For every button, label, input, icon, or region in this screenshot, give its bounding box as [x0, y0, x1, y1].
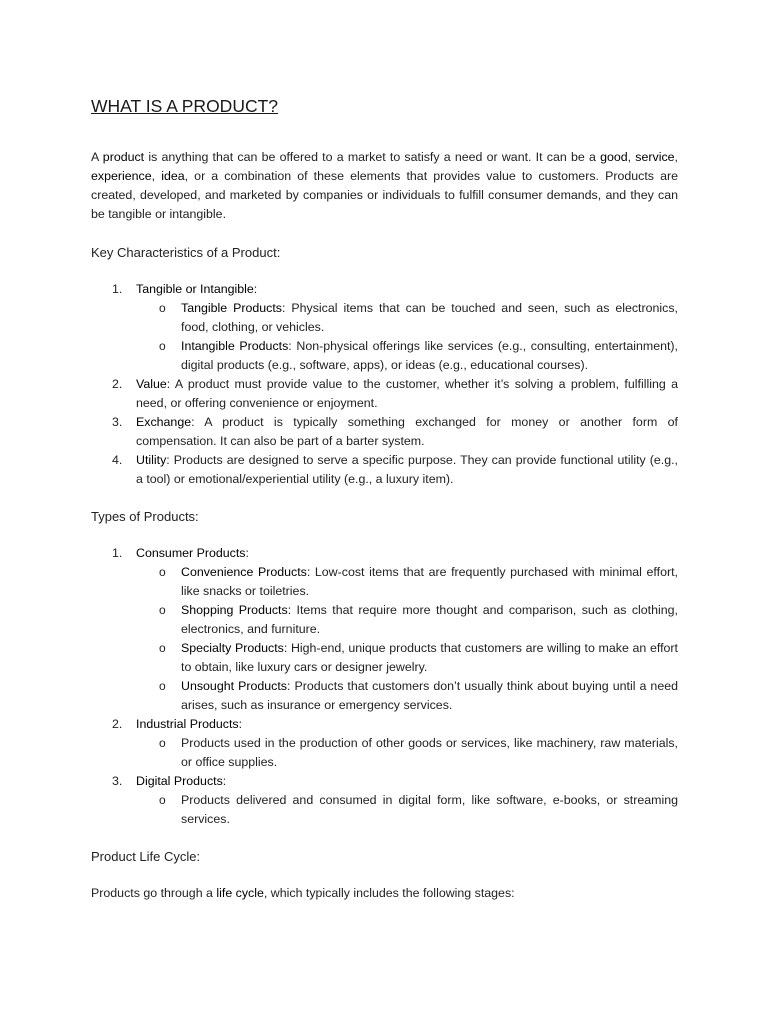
list-text: : A product must provide value to the customer, whether it’s solving a problem, fulfilling a need, or offering convenience or enjoyment.	[136, 377, 678, 410]
lifecycle-text: , which typically includes the following stages:	[263, 886, 515, 900]
section-heading-lifecycle: Product Life Cycle:	[91, 849, 201, 864]
list-number: 1.	[112, 546, 123, 560]
list-text: : A product is typically something exchanged for money or another form of compensation. It can also be part of a barter system.	[136, 415, 678, 448]
list-text: :	[222, 774, 227, 788]
list-term: Utility	[136, 453, 167, 467]
sub-list-item	[159, 299, 678, 337]
list-item	[112, 544, 678, 715]
page-title: WHAT IS A PRODUCT?	[91, 96, 279, 116]
list-text: :	[245, 546, 249, 560]
intro-text: ,	[151, 169, 162, 183]
sub-text: : Low-cost items that are frequently purchased with minimal effort, like snacks or toiletries.	[181, 565, 678, 598]
list-text: : Products are designed to serve a specific purpose. They can provide functional utility (e.g., a tool) or emotional/experiential utility (e.g., a luxury item).	[136, 453, 678, 486]
bullet-icon: o	[159, 339, 166, 353]
list-term: Digital Products	[136, 774, 223, 788]
list-term: Consumer Products	[136, 546, 246, 560]
list-term: Exchange	[136, 415, 192, 429]
list-number: 4.	[112, 453, 123, 467]
bullet-icon: o	[159, 641, 166, 655]
intro-text: is anything that can be offered to a market to satisfy a need or want. It can be a	[144, 150, 601, 164]
list-number: 2.	[112, 717, 123, 731]
bullet-icon: o	[159, 565, 166, 579]
sub-list-item	[159, 791, 678, 829]
list-number: 1.	[112, 282, 123, 296]
list-item	[112, 280, 678, 375]
sub-list-item	[159, 563, 678, 601]
sub-term: Unsought Products	[181, 679, 287, 693]
intro-text: , or a combination of these elements that provides value to customers. Products are created, developed, and marketed by companies or individuals to fulfill consumer demands, and they can be tangible or intangible.	[91, 169, 678, 221]
sub-term: Intangible Products	[181, 339, 289, 353]
sub-text: Products delivered and consumed in digital form, like software, e-books, or streaming services.	[181, 793, 678, 826]
sub-term: Convenience Products	[181, 565, 307, 579]
sub-text: : Products that customers don’t usually think about buying until a need arises, such as insurance or emergency services.	[181, 679, 678, 712]
list-number: 2.	[112, 377, 123, 391]
lifecycle-text: Products go through a	[91, 886, 217, 900]
sub-list-item	[159, 734, 678, 772]
bullet-icon: o	[159, 679, 166, 693]
types-list	[91, 544, 678, 829]
keyword-life-cycle: life cycle	[216, 886, 264, 900]
keyword-experience: experience	[91, 169, 152, 183]
sub-list	[136, 563, 678, 715]
sub-list-item	[159, 677, 678, 715]
sub-text: : Non-physical offerings like services (e.g., consulting, entertainment), digital products (e.g., software, apps), or ideas (e.g., educational courses).	[181, 339, 678, 372]
keyword-service: service	[635, 150, 675, 164]
sub-text: : High-end, unique products that customers are willing to make an effort to obtain, like luxury cars or designer jewelry.	[181, 641, 678, 674]
sub-text: Products used in the production of other goods or services, like machinery, raw materials, or office supplies.	[181, 736, 678, 769]
sub-list-item	[159, 601, 678, 639]
section-heading-types: Types of Products:	[91, 509, 199, 524]
sub-term: Specialty Products	[181, 641, 284, 655]
bullet-icon: o	[159, 603, 166, 617]
list-item	[112, 375, 678, 413]
sub-text: : Items that require more thought and comparison, such as clothing, electronics, and furniture.	[181, 603, 678, 636]
sub-list-item	[159, 639, 678, 677]
sub-list	[136, 299, 678, 375]
list-term: Tangible or Intangible	[136, 282, 254, 296]
list-item	[112, 451, 678, 489]
sub-term: Shopping Products	[181, 603, 288, 617]
keyword-product: product	[102, 150, 145, 164]
list-number: 3.	[112, 774, 123, 788]
bullet-icon: o	[159, 301, 166, 315]
bullet-icon: o	[159, 793, 166, 807]
list-text: :	[253, 282, 258, 296]
keyword-idea: idea	[161, 169, 185, 183]
intro-text: ,	[674, 150, 678, 164]
sub-list	[136, 734, 678, 772]
sub-list-item	[159, 337, 678, 375]
list-text: :	[238, 717, 243, 731]
list-item	[112, 413, 678, 451]
sub-list	[136, 791, 678, 829]
characteristics-list	[91, 280, 678, 489]
bullet-icon: o	[159, 736, 166, 750]
list-number: 3.	[112, 415, 123, 429]
list-item	[112, 772, 678, 829]
list-term: Industrial Products	[136, 717, 239, 731]
keyword-good: good	[600, 150, 628, 164]
intro-paragraph	[91, 148, 678, 224]
section-heading-characteristics: Key Characteristics of a Product:	[91, 245, 281, 260]
list-item	[112, 715, 678, 772]
intro-text: A	[91, 150, 103, 164]
lifecycle-paragraph	[91, 884, 678, 903]
list-term: Value	[136, 377, 167, 391]
sub-term: Tangible Products	[181, 301, 282, 315]
intro-text: ,	[627, 150, 636, 164]
sub-text: : Physical items that can be touched and seen, such as electronics, food, clothing, or vehicles.	[181, 301, 678, 334]
